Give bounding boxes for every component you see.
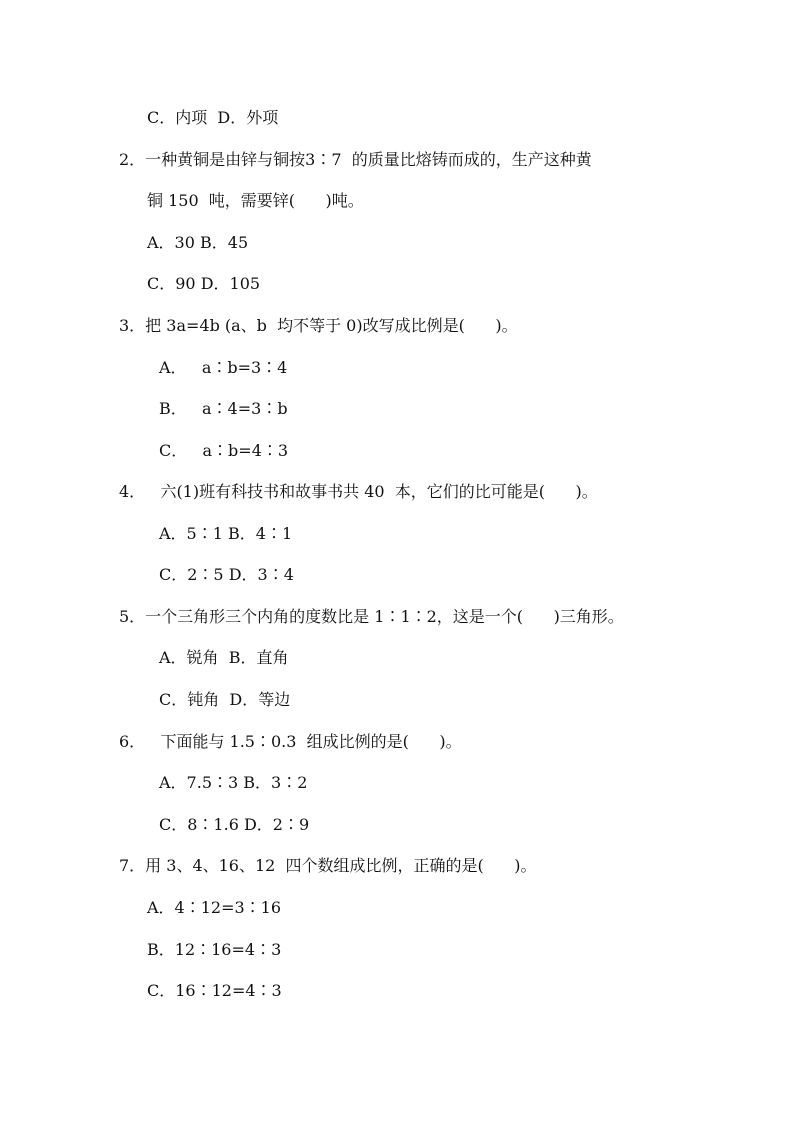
question-3-option-c: C． a∶b=4∶3 <box>159 441 289 460</box>
question-5-option-a-b: A．锐角 B．直角 <box>159 648 289 667</box>
question-4-option-a-b: A．5∶1 B．4∶1 <box>159 524 293 543</box>
question-3-stem: 3．把 3a=4b (a、b 均不等于 0)改写成比例是( )。 <box>119 316 518 335</box>
question-3-option-a: A． a∶b=3∶4 <box>159 358 288 377</box>
question-7-option-c: C．16∶12=4∶3 <box>147 981 282 1000</box>
question-6-option-c-d: C．8∶1.6 D．2∶9 <box>159 815 310 834</box>
question-2-option-c-d: C．90 D．105 <box>147 274 261 293</box>
question-7-option-b: B．12∶16=4∶3 <box>147 940 282 959</box>
question-6-stem: 6． 下面能与 1.5∶0.3 组成比例的是( )。 <box>119 732 462 751</box>
question-5-option-c-d: C．钝角 D．等边 <box>159 690 291 709</box>
question-3-option-b: B． a∶4=3∶b <box>159 399 288 418</box>
question-5-stem: 5．一个三角形三个内角的度数比是 1∶1∶2，这是一个( )三角形。 <box>119 607 624 626</box>
question-7-option-a: A．4∶12=3∶16 <box>147 898 282 917</box>
question-4-option-c-d: C．2∶5 D．3∶4 <box>159 565 294 584</box>
question-2-stem: 2．一种黄铜是由锌与铜按3∶7 的质量比熔铸而成的，生产这种黄 <box>119 150 592 169</box>
question-6-option-a-b: A．7.5∶3 B．3∶2 <box>159 773 308 792</box>
question-7-stem: 7．用 3、4、16、12 四个数组成比例，正确的是( )。 <box>119 856 537 875</box>
question-4-stem: 4． 六(1)班有科技书和故事书共 40 本，它们的比可能是( )。 <box>119 482 598 501</box>
question-option-line: C．内项 D．外项 <box>147 108 279 127</box>
question-2-stem-continued: 铜 150 吨，需要锌( )吨。 <box>147 191 364 210</box>
question-2-option-a-b: A．30 B．45 <box>147 233 249 252</box>
